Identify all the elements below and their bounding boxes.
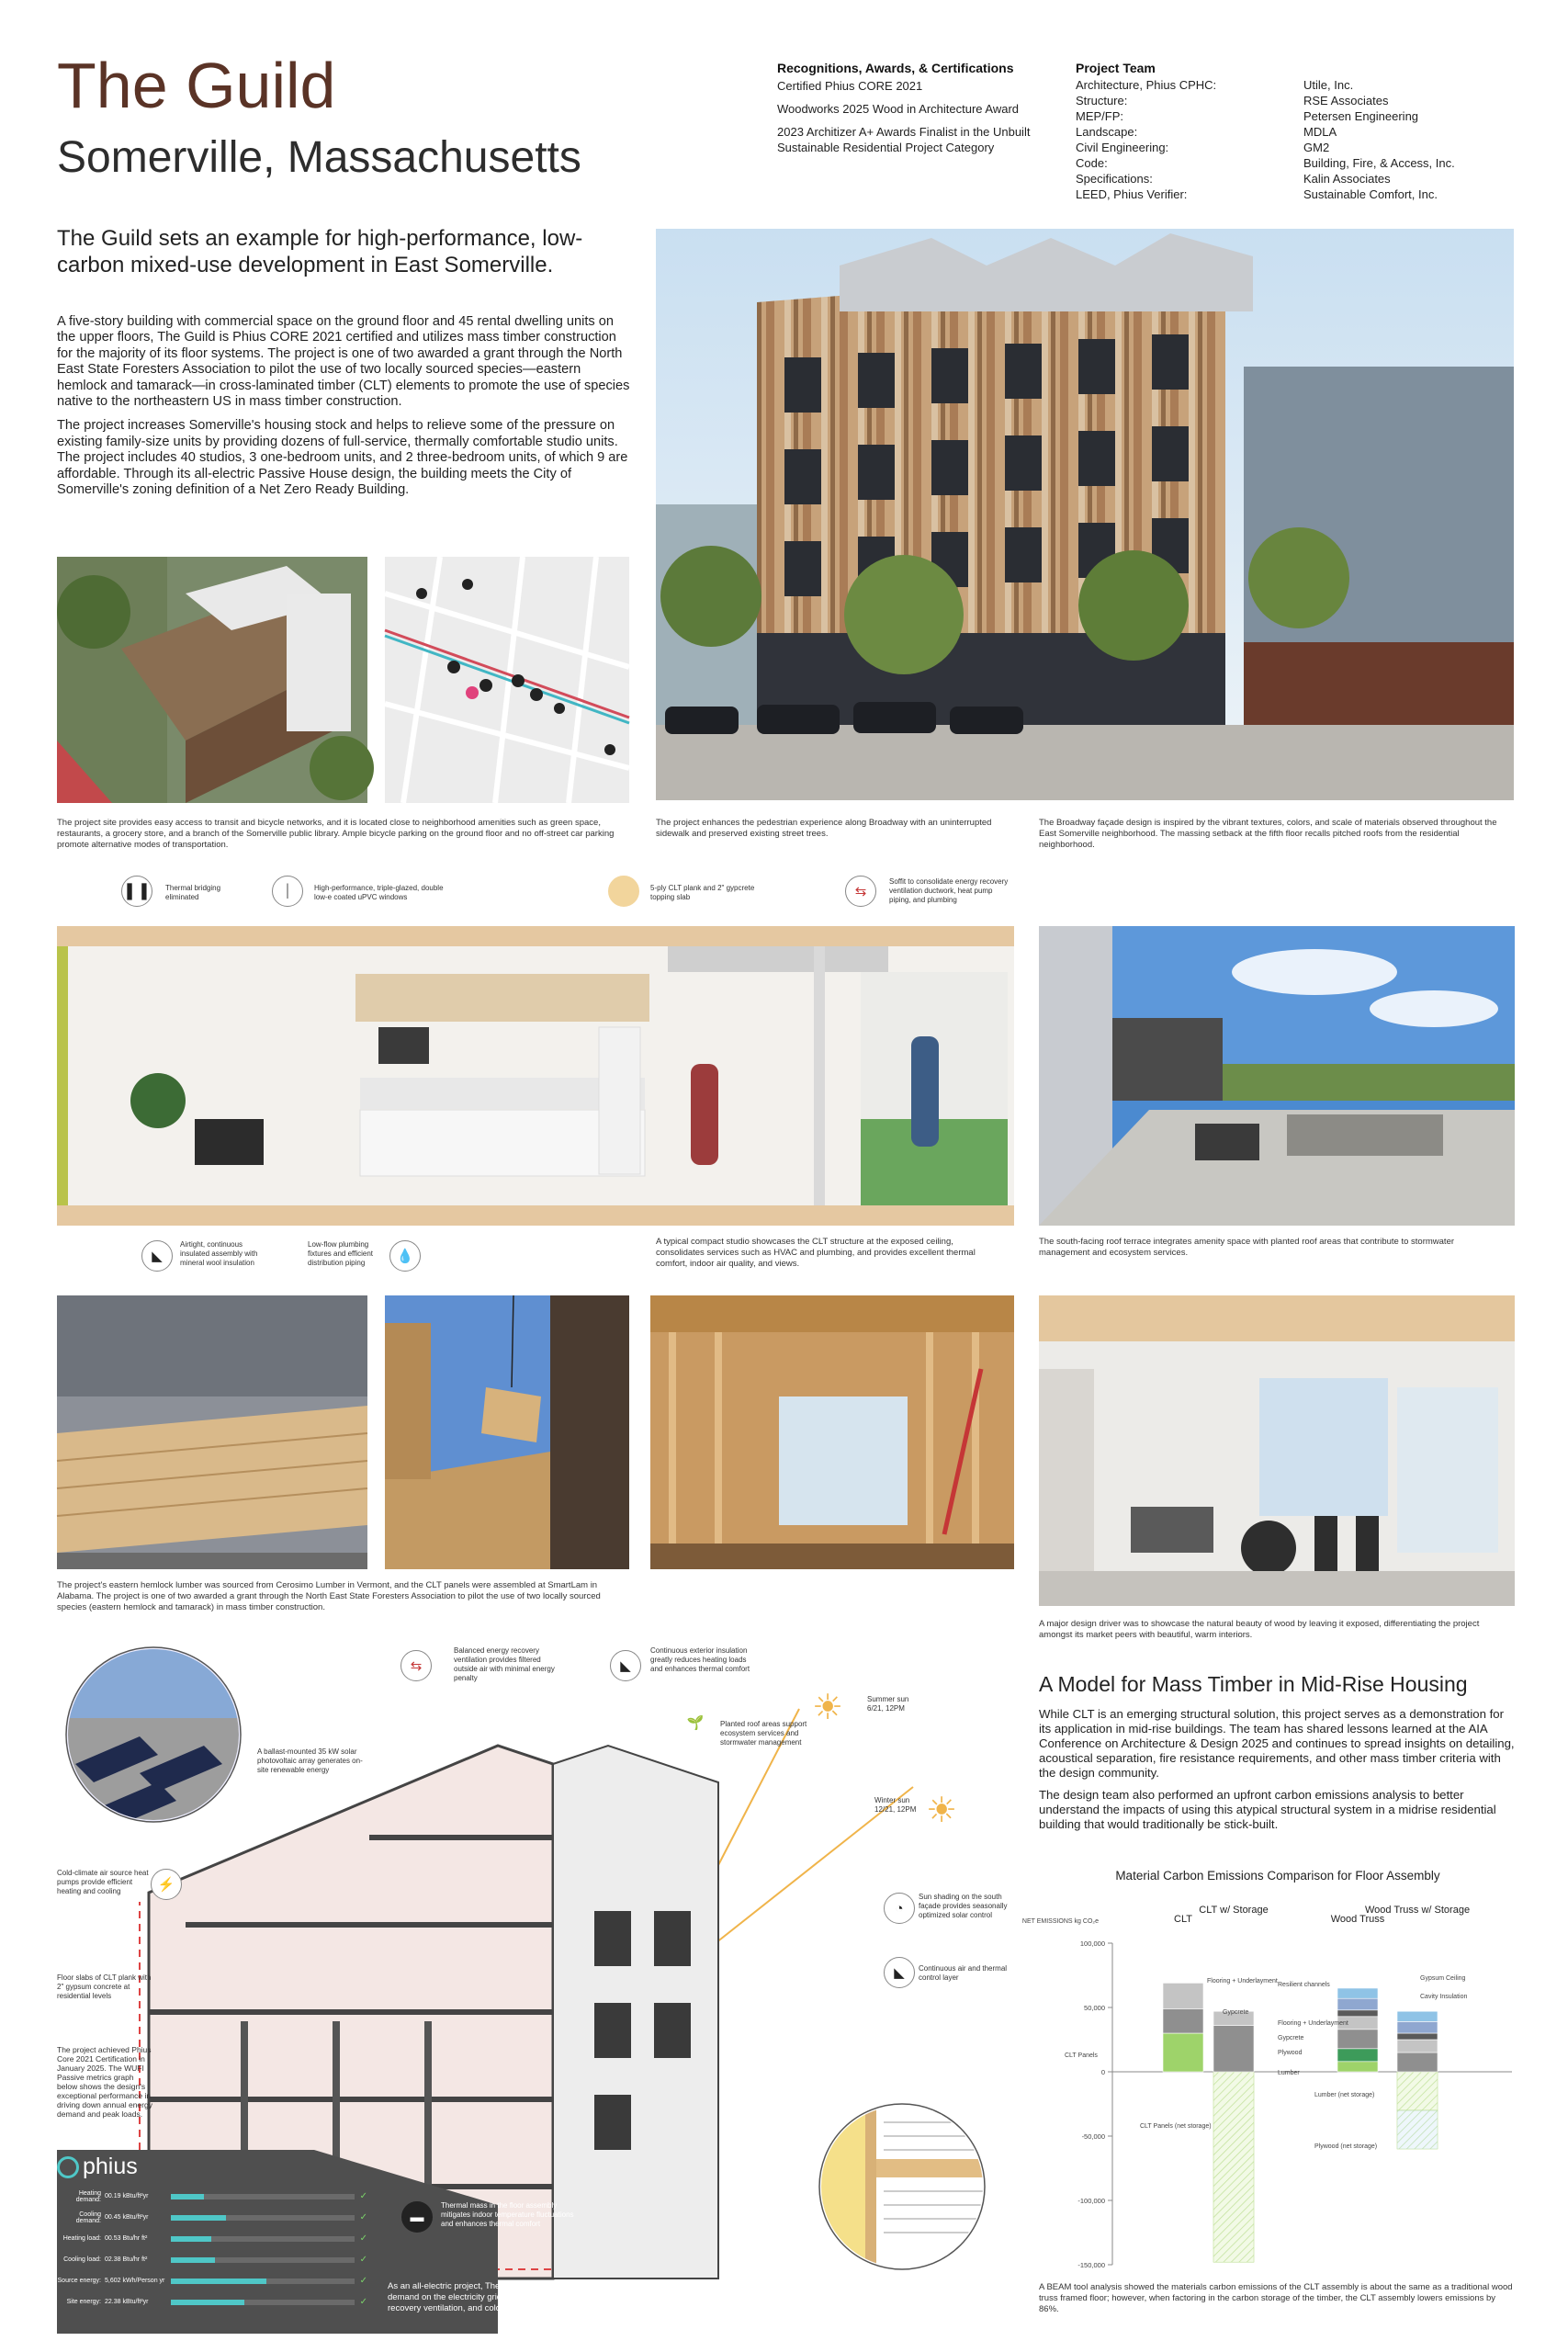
team-row: [1076, 187, 1489, 202]
phius-metric-track: [171, 2236, 355, 2242]
wall-floor-caption: Wall-to-Floor Intersection at CLT Assembly: [827, 2303, 975, 2312]
check-icon: ✓: [359, 2212, 367, 2222]
category-label: CLT: [1174, 1914, 1192, 1925]
bar-segment: [1337, 2049, 1378, 2062]
bar-annotation: Lumber (net storage): [1314, 2092, 1375, 2098]
insulation-icon: ◣: [610, 1650, 641, 1681]
team-role: Architecture, Phius CPHC:: [1076, 78, 1217, 92]
team-firm: Kalin Associates: [1303, 172, 1391, 186]
phius-metric-bar: [171, 2215, 226, 2221]
mass-timber-paragraph: The design team also performed an upfront carbon emissions analysis to better understand the impacts of using this atypical structural system in a midrise residential building that would traditionally be stick-built.: [1039, 1788, 1496, 1831]
bar-segment: [1337, 1988, 1378, 1998]
bar-annotation: CLT Panels: [1065, 2052, 1098, 2059]
phius-metric-row: [57, 2228, 369, 2249]
bar-annotation: Lumber: [1278, 2070, 1300, 2076]
team-firm: RSE Associates: [1303, 94, 1389, 107]
summer-sun-icon: ☀: [812, 1689, 844, 1727]
check-icon: ✓: [359, 2297, 367, 2307]
check-icon: ✓: [359, 2276, 367, 2286]
phius-metrics-panel: [57, 2154, 369, 2334]
check-icon: ✓: [359, 2233, 367, 2244]
phius-metric-label: Cooling load:: [63, 2256, 101, 2263]
bar-annotation: Gypcrete: [1278, 2035, 1304, 2041]
y-tick-label: -50,000: [1081, 2132, 1105, 2141]
team-firm: Petersen Engineering: [1303, 109, 1419, 123]
phius-metric-bar: [171, 2236, 211, 2242]
team-firm: GM2: [1303, 141, 1330, 154]
category-label: CLT w/ Storage: [1199, 1905, 1269, 1916]
callout-plumbing: Low-flow plumbing fixtures and efficient distribution piping: [308, 1240, 374, 1267]
phius-metric-label: Source energy:: [57, 2278, 101, 2284]
phius-metric-row: [57, 2186, 369, 2207]
phius-metric-row: [57, 2207, 369, 2228]
bar-annotation: Flooring + Underlayment: [1207, 1978, 1278, 1984]
bar-annotation: Gypcrete: [1223, 2009, 1249, 2016]
y-tick-label: -100,000: [1077, 2197, 1105, 2205]
recognition-item: Woodworks 2025 Wood in Architecture Award: [777, 102, 1020, 116]
studio-caption: A typical compact studio showcases the CLT structure at the exposed ceiling, consolidates services such as HVAC and plumbing, and provides excellent thermal comfort, indoor air quality, and views.: [656, 1237, 976, 1269]
bar-segment: [1397, 2052, 1438, 2072]
y-axis-label: NET EMISSIONS kg CO₂e: [1021, 1918, 1099, 1925]
phius-metric-value: 5,602 kWh/Person yr: [105, 2278, 165, 2284]
team-row: [1076, 93, 1489, 108]
phius-logo: [57, 2154, 369, 2180]
phius-logo-text: phius: [83, 2154, 138, 2179]
y-tick-label: 0: [1100, 2068, 1105, 2076]
bar-annotation: Resilient channels: [1278, 1982, 1330, 1988]
carbon-chart: [1021, 1893, 1517, 2278]
facade-caption: The Broadway façade design is inspired by the vibrant textures, colors, and scale of materials observed throughout the East Somerville neighborhood. The massing setback at the fifth floor recalls pitched roofs from the residential neighborhood.: [1039, 818, 1497, 850]
phius-metric-track: [171, 2300, 355, 2305]
all-electric-caption: As an all-electric project, The Guild has zero on-site fossil fuel combustion and greatly lowers demand on the electricity grid through an efficient, airtight envelope, high-performance energy recovery ventilation, and cold-climate heat pumps.: [388, 2281, 750, 2313]
check-icon: ✓: [359, 2255, 367, 2265]
callout-clt-plank: 5-ply CLT plank and 2" gypcrete topping slab: [650, 884, 755, 901]
phius-metric-row: [57, 2270, 369, 2291]
phius-metric-track: [171, 2257, 355, 2263]
bar-segment: [1397, 2021, 1438, 2033]
callout-planted-roof: Planted roof areas support ecosystem services and stormwater management: [720, 1720, 807, 1747]
page-title: The Guild: [57, 50, 336, 121]
callout-solar: A ballast-mounted 35 kW solar photovoltaic array generates on-site renewable energy: [257, 1747, 363, 1774]
team-firm: Building, Fire, & Access, Inc.: [1303, 156, 1455, 170]
y-tick-label: -150,000: [1077, 2261, 1105, 2269]
beam-caption: A BEAM tool analysis showed the materials carbon emissions of the CLT assembly is about the same as a traditional wood truss framed floor; however, when factoring in the carbon storage of the timber, the CLT assembly lowers emissions by 86%.: [1039, 2282, 1513, 2314]
site-caption: The project site provides easy access to transit and bicycle networks, and it is located close to neighborhood amenities such as green space, restaurants, a grocery store, and a branch of the Somerville public library. Ample bicycle parking on the ground floor and no off-street car parking promote alternative modes of transportation.: [57, 818, 615, 850]
team-role: Civil Engineering:: [1076, 141, 1169, 154]
facade-photo: [656, 229, 1514, 800]
recognitions-heading: Recognitions, Awards, & Certifications: [777, 61, 1014, 75]
bar-segment: [1163, 2008, 1203, 2033]
phius-note: The project achieved Phius Core 2021 Certification in January 2025. The WUFI Passive metrics graph below shows the design's exceptional performance in driving down annual energy demand and peak loads.: [57, 2045, 152, 2119]
callout-winter-sun: Winter sun 12/21, 12PM: [874, 1796, 917, 1814]
site-map: [385, 557, 629, 803]
phius-metric-value: 00.53 Btu/hr ft²: [105, 2235, 148, 2242]
winter-sun-icon: ☀: [926, 1792, 958, 1830]
callout-soffit: Soffit to consolidate energy recovery ventilation ductwork, heat pump piping, and plumbing: [889, 877, 1009, 904]
recognition-item: Certified Phius CORE 2021: [777, 79, 923, 93]
check-icon: ✓: [359, 2191, 367, 2201]
team-row: [1076, 140, 1489, 155]
team-role: Structure:: [1076, 94, 1128, 107]
team-row: [1076, 124, 1489, 140]
planted-roof-icon: 🌱: [680, 1707, 711, 1738]
intro-text: [57, 314, 634, 506]
bar-segment-fill: [1397, 2072, 1438, 2110]
phius-metric-track: [171, 2194, 355, 2199]
phius-metric-value: 02.38 Btu/hr ft²: [105, 2256, 148, 2263]
callout-summer-sun: Summer sun 6/21, 12PM: [867, 1695, 909, 1713]
bar-segment: [1163, 2033, 1203, 2072]
project-team-heading: Project Team: [1076, 61, 1156, 75]
air-layer-icon: ◣: [884, 1957, 915, 1988]
phius-metric-label: Heating demand:: [75, 2189, 101, 2203]
callout-floor-slabs: Floor slabs of CLT plank with 2" gypsum concrete at residential levels: [57, 1973, 152, 2000]
phius-metric-value: 22.38 kBtu/ft²yr: [105, 2299, 149, 2305]
team-role: MEP/FP:: [1076, 109, 1124, 123]
bar-segment: [1397, 2033, 1438, 2040]
callout-heat-pumps: Cold-climate air source heat pumps provide efficient heating and cooling: [57, 1869, 149, 1895]
bar-annotation: Plywood: [1278, 2050, 1303, 2056]
window-icon: ⏐: [272, 876, 303, 907]
interior-caption: A major design driver was to showcase the natural beauty of wood by leaving it exposed, differentiating the project amongst its market peers with beautiful, warm interiors.: [1039, 1619, 1480, 1640]
phius-metric-label: Cooling demand:: [75, 2211, 101, 2224]
bar-segment: [1397, 2011, 1438, 2021]
team-firm: MDLA: [1303, 125, 1337, 139]
aerial-site-photo: [57, 557, 367, 803]
recognition-item: 2023 Architizer A+ Awards Finalist in the Unbuilt Sustainable Residential Project Category: [777, 125, 1031, 154]
project-team-block: [1076, 61, 1489, 202]
bar-annotation: Flooring + Underlayment: [1278, 2020, 1348, 2027]
bar-segment: [1337, 2062, 1378, 2072]
clt-panel-stack-photo: [57, 1295, 367, 1569]
insulation-icon: ◣: [141, 1240, 173, 1272]
team-row: [1076, 77, 1489, 93]
callout-exterior-insulation: Continuous exterior insulation greatly reduces heating loads and enhances thermal comfort: [650, 1646, 750, 1673]
phius-metric-track: [171, 2278, 355, 2284]
category-label: Wood Truss: [1330, 1914, 1385, 1925]
phius-metric-bar: [171, 2300, 244, 2305]
mass-timber-text: [1039, 1707, 1517, 1832]
team-role: Code:: [1076, 156, 1108, 170]
callout-thermal-bridging: Thermal bridging eliminated: [165, 884, 221, 901]
mass-timber-heading: A Model for Mass Timber in Mid-Rise Housing: [1039, 1672, 1468, 1696]
bar-annotation: CLT Panels (net storage): [1140, 2123, 1212, 2130]
intro-paragraph: The project increases Somerville's housing stock and helps to relieve some of the pressure on existing family-size units by providing dozens of full-service, thermally comfortable studio units. The project includes 40 studios, 3 one-bedroom units, and 2 three-bedroom units, of which 9 are affordable. Through its all-electric Passive House design, the building meets the City of Somerville's zoning definition of a Net Zero Ready Building.: [57, 418, 628, 498]
team-row: [1076, 108, 1489, 124]
mass-timber-paragraph: While CLT is an emerging structural solution, this project serves as a demonstration for its application in mid-rise buildings. The team has shared lessons learned at the AIA Conference on Architecture & Design 2025 and continues to spread insights on detailing, acoustical separation, fire resistance requirements, and other mass timber criteria with the design community.: [1039, 1707, 1515, 1780]
bar-segment-fill: [1213, 2072, 1254, 2262]
shading-icon: ◔: [884, 1893, 915, 1924]
clt-plank-icon: [608, 876, 639, 907]
bar-annotation: Gypsum Ceiling: [1420, 1975, 1466, 1982]
team-role: Specifications:: [1076, 172, 1153, 186]
phius-metric-bar: [171, 2194, 204, 2199]
bar-segment: [1397, 2040, 1438, 2052]
bar-annotation: Plywood (net storage): [1314, 2143, 1378, 2150]
phius-metric-label: Site energy:: [66, 2299, 101, 2305]
lumber-caption: The project's eastern hemlock lumber was sourced from Cerosimo Lumber in Vermont, and the CLT panels were assembled at SmartLam in Alabama. The project is one of two awarded a grant through the North East State Foresters Association to pilot the use of two locally sourced species (eastern hemlock and tamarack) in mass timber construction.: [57, 1580, 601, 1612]
callout-air-control: Continuous air and thermal control layer: [919, 1964, 1008, 1982]
page-subtitle: Somerville, Massachusetts: [57, 133, 581, 182]
bar-segment: [1213, 2026, 1254, 2072]
studio-section-render: [57, 926, 1014, 1226]
bar-segment: [1337, 2030, 1378, 2049]
phius-metric-value: 00.19 kBtu/ft²yr: [105, 2193, 149, 2199]
team-firm: Sustainable Comfort, Inc.: [1303, 187, 1438, 201]
recognitions-block: [777, 61, 1034, 163]
phius-metric-bar: [171, 2257, 215, 2263]
callout-thermal-mass: Thermal mass in the floor assembly mitigates indoor temperature fluctuations and enhances thermal comfort: [441, 2201, 574, 2228]
bar-segment: [1163, 1983, 1203, 2008]
callout-erv: Balanced energy recovery ventilation provides filtered outside air with minimal energy penalty: [454, 1646, 555, 1682]
bar-segment: [1337, 1998, 1378, 2010]
team-role: LEED, Phius Verifier:: [1076, 187, 1188, 201]
thermal-bridge-icon: ▌▐: [121, 876, 152, 907]
carbon-chart-svg: [1021, 1893, 1517, 2278]
phius-metric-label: Heating load:: [62, 2235, 101, 2242]
phius-metric-bar: [171, 2278, 266, 2284]
callout-windows: High-performance, triple-glazed, double low-e coated uPVC windows: [314, 884, 444, 901]
heat-pump-icon: ⚡: [151, 1869, 182, 1900]
pedestrian-caption: The project enhances the pedestrian experience along Broadway with an uninterrupted sidewalk and preserved existing street trees.: [656, 818, 992, 839]
bar-segment: [1337, 2010, 1378, 2017]
ventilation-icon: ⇆: [845, 876, 876, 907]
phius-metric-value: 00.45 kBtu/ft²yr: [105, 2214, 149, 2221]
crane-lift-photo: [385, 1295, 629, 1569]
chart-title: Material Carbon Emissions Comparison for Floor Assembly: [1115, 1869, 1440, 1883]
callout-airtight: Airtight, continuous insulated assembly with mineral wool insulation: [180, 1240, 258, 1267]
bar-segment-fill: [1397, 2110, 1438, 2149]
living-interior-photo: [1039, 1295, 1515, 1606]
team-firm: Utile, Inc.: [1303, 78, 1354, 92]
bar-annotation: Cavity Insulation: [1420, 1994, 1468, 2000]
roof-terrace-photo: [1039, 926, 1515, 1226]
phius-metric-row: [57, 2291, 369, 2312]
intro-paragraph: A five-story building with commercial space on the ground floor and 45 rental dwelling units on the upper floors, The Guild is Phius CORE 2021 certified and utilizes mass timber construction for the majority of its floor systems. The project is one of two awarded a grant through the North East State Foresters Association to pilot the use of two locally sourced species—eastern hemlock and tamarack—in cross-laminated timber (CLT) elements to promote the use of species native to the northeastern US in mass timber construction.: [57, 314, 630, 410]
thermal-mass-icon: ▬: [401, 2201, 433, 2233]
team-row: [1076, 171, 1489, 187]
team-row: [1076, 155, 1489, 171]
ventilation-icon: ⇆: [400, 1650, 432, 1681]
y-tick-label: 100,000: [1079, 1939, 1105, 1948]
water-drop-icon: 💧: [389, 1240, 421, 1272]
callout-shading: Sun shading on the south façade provides seasonally optimized solar control: [919, 1893, 1008, 1919]
y-tick-label: 50,000: [1084, 2004, 1105, 2012]
framing-interior-photo: [650, 1295, 1014, 1569]
lead-statement: The Guild sets an example for high-performance, low-carbon mixed-use development in East Somerville.: [57, 226, 583, 277]
phius-metric-track: [171, 2215, 355, 2221]
phius-logo-icon: [57, 2156, 79, 2178]
category-label: Wood Truss w/ Storage: [1364, 1905, 1471, 1916]
terrace-caption: The south-facing roof terrace integrates amenity space with planted roof areas that contribute to stormwater management and ecosystem services.: [1039, 1237, 1455, 1258]
team-role: Landscape:: [1076, 125, 1138, 139]
phius-metric-row: [57, 2249, 369, 2270]
